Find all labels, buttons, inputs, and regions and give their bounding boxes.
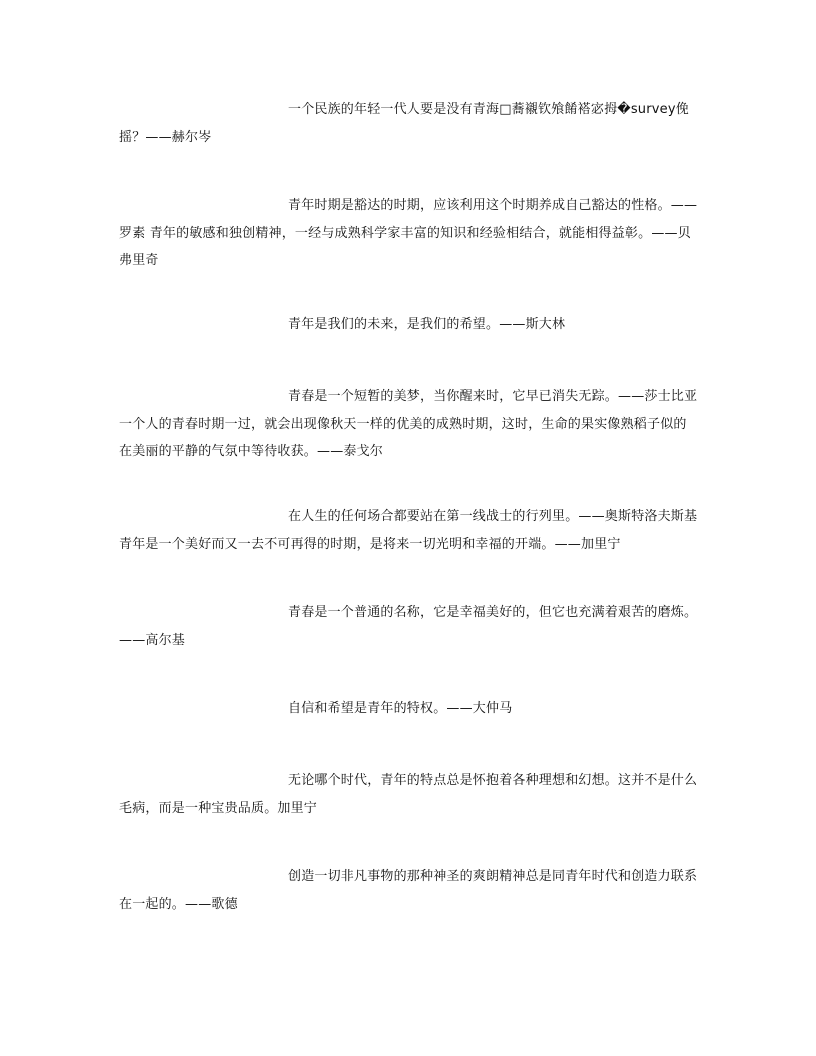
quote-paragraph-8: 无论哪个时代，青年的特点总是怀抱着各种理想和幻想。这并不是什么毛病，而是一种宝贵品质。加里宁 (119, 773, 698, 816)
quote-paragraph-3: 青年是我们的未来，是我们的希望。——斯大林 (288, 317, 566, 332)
quote-paragraph-5: 在人生的任何场合都要站在第一线战士的行列里。——奥斯特洛夫斯基 青年是一个美好而又一去不可再得的时期，是将来一切光明和幸福的开端。——加里宁 (119, 509, 698, 552)
quote-paragraph-6: 青春是一个普通的名称，它是幸福美好的，但它也充满着艰苦的磨炼。——高尔基 (119, 605, 698, 648)
quote-paragraph-4: 青春是一个短暂的美梦，当你醒来时，它早已消失无踪。——莎士比亚 一个人的青春时期一过，就会出现像秋天一样的优美的成熟时期，这时，生命的果实像熟稻子似的在美丽的平静的气氛中等待收获。——泰戈尔 (119, 389, 698, 459)
quote-paragraph-1: 一个民族的年轻一代人要是没有青海□蕎襯钦飧餚褡宓拇�survey俛摇？——赫尔岑 (119, 102, 689, 145)
quote-paragraph-7: 自信和希望是青年的特权。——大仲马 (288, 701, 513, 716)
quote-paragraph-9: 创造一切非凡事物的那种神圣的爽朗精神总是同青年时代和创造力联系在一起的。——歌德 (119, 869, 698, 912)
quote-paragraph-2: 青年时期是豁达的时期，应该利用这个时期养成自己豁达的性格。——罗素 青年的敏感和独创精神，一经与成熟科学家丰富的知识和经验相结合，就能相得益彰。——贝弗里奇 (119, 198, 698, 268)
